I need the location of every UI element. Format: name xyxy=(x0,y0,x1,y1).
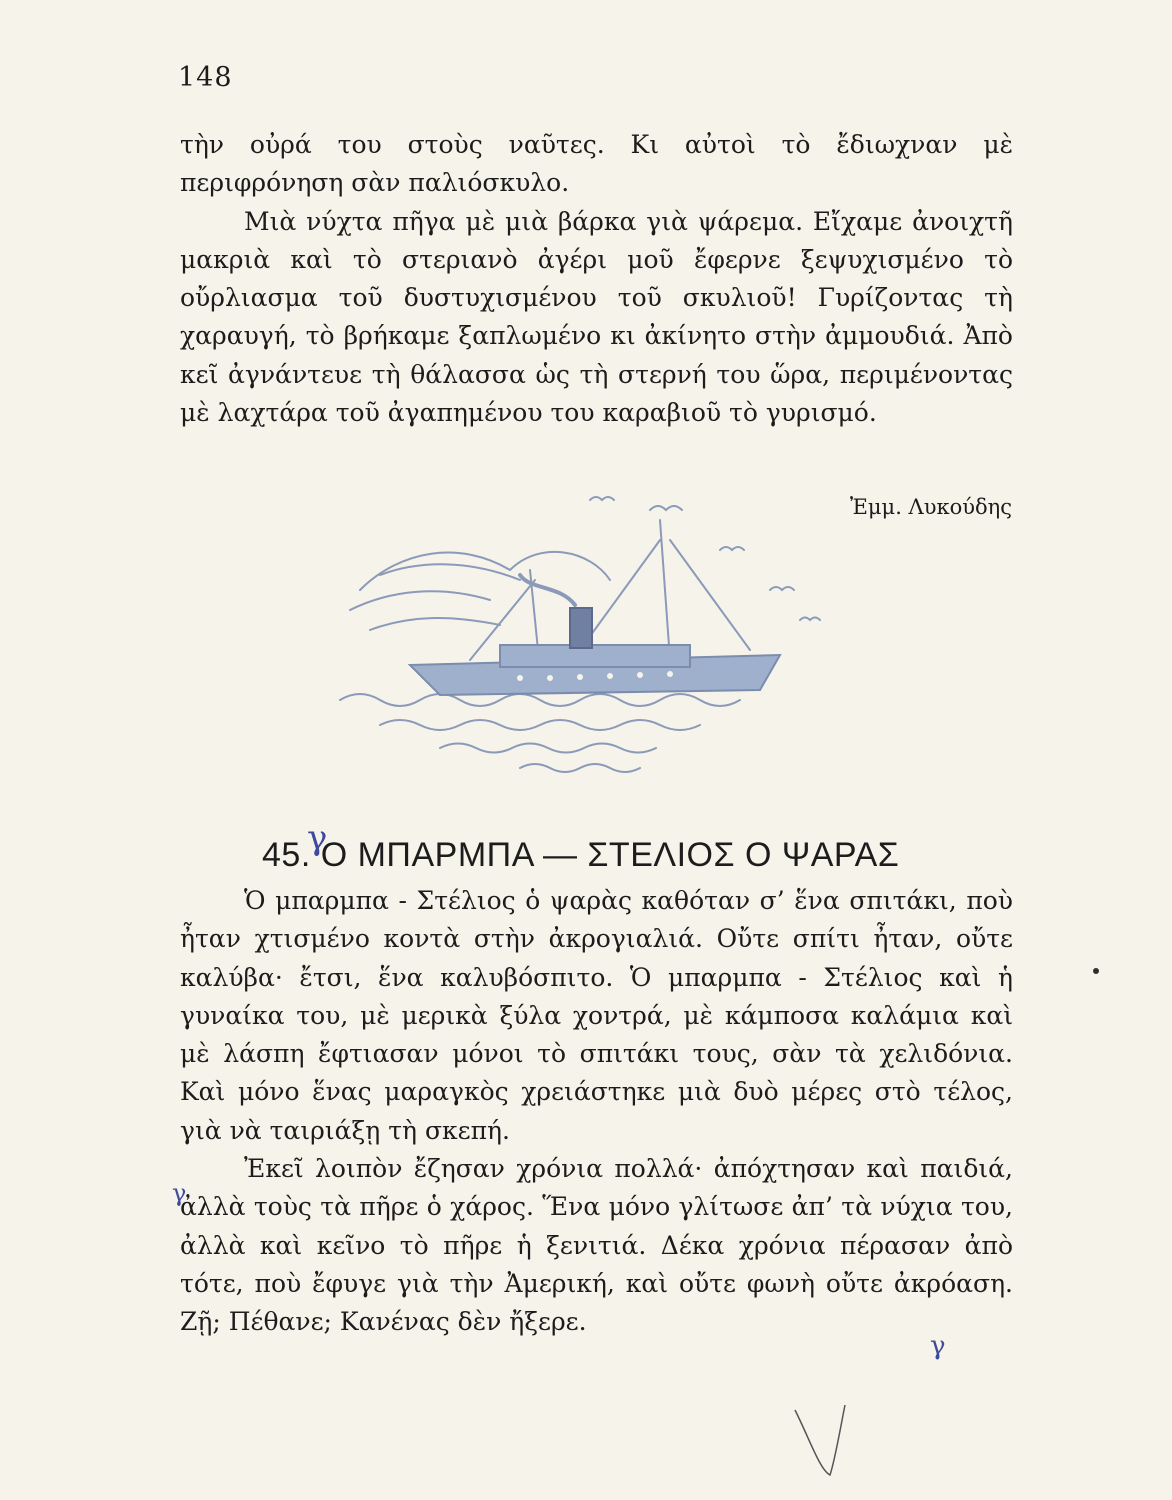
handwritten-mark: γ xyxy=(307,818,328,858)
chapter-paragraph: Ὁ μπαρμπα - Στέλιος ὁ ψαρὰς καθόταν σ’ ἕνα σπιτάκι, ποὺ ἦταν χτισμένο κοντὰ στὴν ἀκρογιαλιά. Οὔτε σπίτι ἦταν, οὔτε καλύβα· ἔτσι, ἕνα καλυβόσπιτο. Ὁ μπαρμπα - Στέλιος καὶ ἡ γυναίκα του, μὲ μερικὰ ξύλα χοντρά, μὲ κάμποσα καλάμια καὶ μὲ λάσπη ἔφτιασαν μόνοι τὸ σπιτάκι τους, σὰν τὰ χελιδόνια. Καὶ μόνο ἕνας μαραγκὸς χρειάστηκε μιὰ δυὸ μέρες στὸ τέλος, γιὰ νὰ ταιριάξῃ τὴ σκεπή. xyxy=(180,886,1013,1145)
steamship-illustration-icon xyxy=(320,480,880,780)
chapter-body xyxy=(180,882,1013,1342)
story-ending xyxy=(180,126,1013,432)
pencil-stroke-icon xyxy=(790,1400,850,1480)
chapter-heading xyxy=(262,836,899,875)
chapter-number: 45. xyxy=(262,836,311,874)
story-paragraph: Μιὰ νύχτα πῆγα μὲ μιὰ βάρκα γιὰ ψάρεμα. Εἴχαμε ἀνοιχτῆ μακριὰ καὶ τὸ στεριανὸ ἀγέρι μοῦ ἔφερνε ξεψυχισμένο τὸ οὔρλιασμα τοῦ δυστυχισμένου τοῦ σκυλιοῦ! Γυρίζοντας τὴ χαραυγή, τὸ βρήκαμε ξαπλωμένο κι ἀκίνητο στὴν ἀμμουδιά. Ἀπὸ κεῖ ἀγνάντευε τὴ θάλασσα ὡς τὴ στερνή του ὥρα, περιμένοντας μὲ λαχτάρα τοῦ ἀγαπημένου του καραβιοῦ τὸ γυρισμό. xyxy=(180,206,1013,428)
page-number: 148 xyxy=(178,62,233,93)
ink-dot xyxy=(1093,968,1099,974)
story-paragraph: τὴν οὐρά του στοὺς ναῦτες. Κι αὐτοὶ τὸ ἔδιωχναν μὲ περιφρόνηση σὰν παλιόσκυλο. xyxy=(180,130,1013,198)
author-signature: Ἐμμ. Λυκούδης xyxy=(849,495,1012,519)
handwritten-mark: γ xyxy=(930,1331,946,1361)
handwritten-mark: γ xyxy=(172,1179,187,1207)
chapter-paragraph: Ἐκεῖ λοιπὸν ἔζησαν χρόνια πολλά· ἀπόχτησαν καὶ παιδιά, ἀλλὰ τοὺς τὰ πῆρε ὁ χάρος. Ἕνα μόνο γλίτωσε ἀπ’ τὰ νύχια του, ἀλλὰ καὶ κεῖνο τὸ πῆρε ἡ ξενιτιά. Δέκα χρόνια πέρασαν ἀπὸ τότε, ποὺ ἔφυγε γιὰ τὴν Ἀμερική, καὶ οὔτε φωνὴ οὔτε ἀκρόαση. Ζῇ; Πέθανε; Κανένας δὲν ἤξερε. xyxy=(180,1154,1013,1337)
chapter-title: Ο ΜΠΑΡΜΠΑ — ΣΤΕΛΙΟΣ Ο ΨΑΡΑΣ xyxy=(320,836,900,874)
